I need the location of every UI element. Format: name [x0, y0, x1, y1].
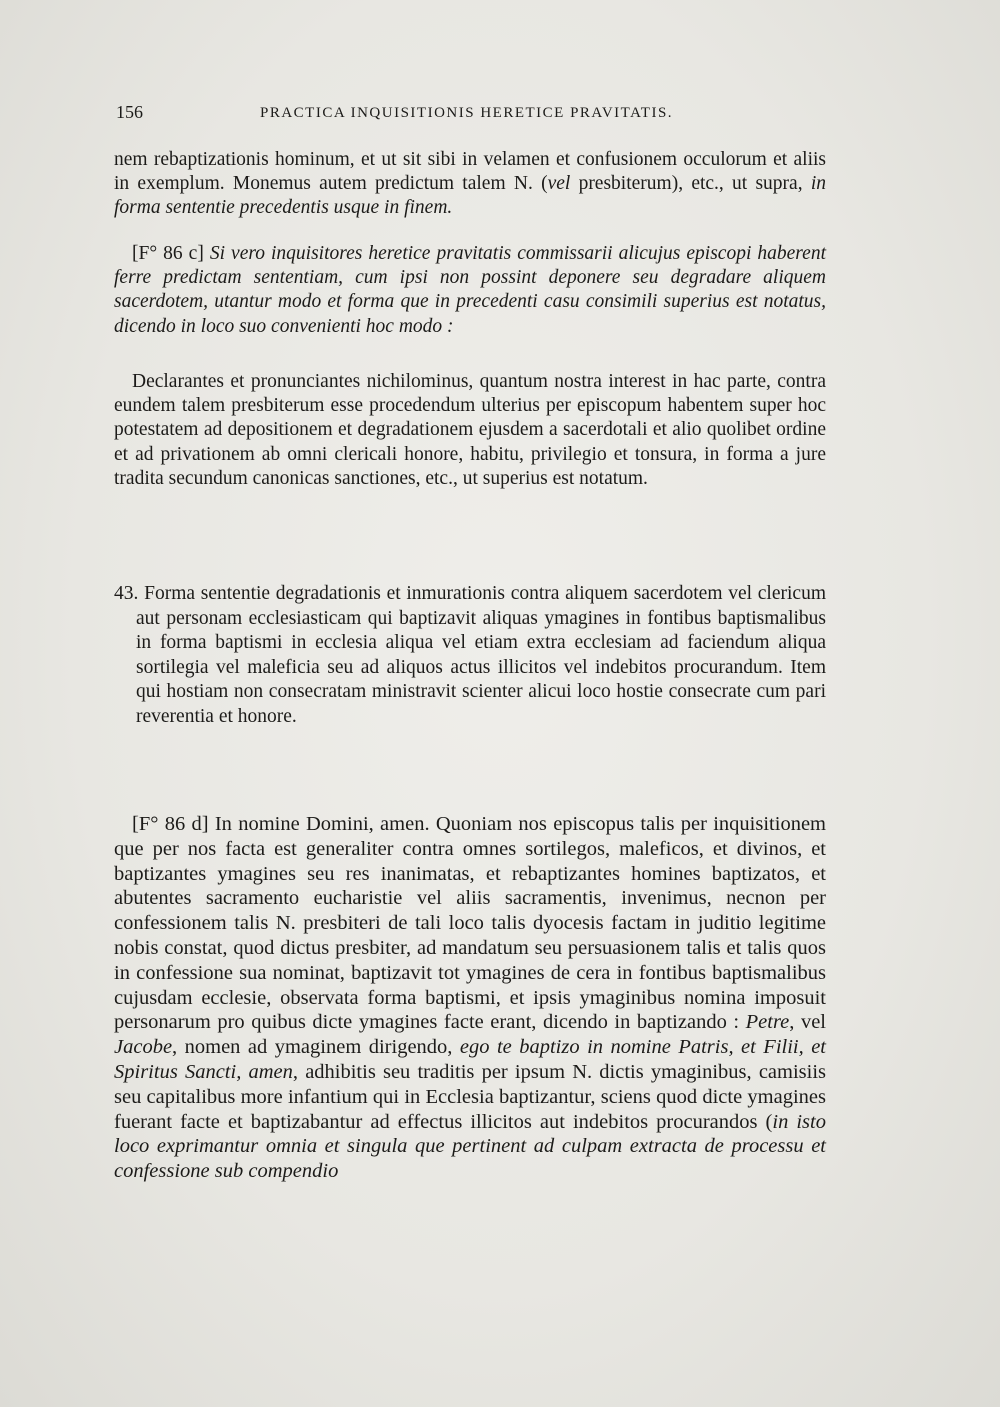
- folio-reference-86c: [F° 86 c]: [132, 243, 210, 264]
- para1-italic-vel: vel: [547, 173, 571, 195]
- para5-italic-instruction: in isto loco exprimantur omnia et singula que pertinent ad culpam extracta de processu et confessione sub compendio: [114, 1110, 826, 1183]
- para5-text-d: , adhibitis seu traditis per ipsum N. dictis ymaginibus, camisiis seu capitalibus more infantium qui in Ecclesia baptizantur, sciens quod dicte ymagines fuerant facte et baptizabantur ad effectus illicitos aut indebitos procurandos (: [114, 1060, 827, 1133]
- paragraph-2: [114, 242, 826, 339]
- para5-italic-petre: Petre: [745, 1011, 790, 1034]
- page-number: 156: [116, 102, 143, 122]
- para5-text-a: [F° 86 d] In nomine Domini, amen. Quoniam nos episcopus talis per inquisitionem que per nos facta est generaliter contra omnes sortilegos, maleficos, et divinos, et baptizantes ymagines seu res inanimatas, et rebaptizantes homines baptizatos, et abutentes sacramento eucharistie vel aliis sacramentis, invenimus, necnon per confessionem talis N. presbiteri de tali loco talis dyocesis factam in juditio legitime nobis constat, quod dictus presbiter, ad mandatum seu persuasionem talis et talis quos in confessione sua nominat, baptizavit tot ymagines de cera in fontibus baptismalibus cujusdam ecclesie, observata forma baptismi, et ipsis ymaginibus nomina imposuit personarum pro quibus dicte ymagines facte erant, dicendo in baptizando :: [114, 813, 826, 1034]
- para3-text: Declarantes et pronunciantes nichilominus, quantum nostra interest in hac parte, contra eundem talem presbiterum esse procedendum ulterius per episcopum habentem super hoc potestatem ad depositionem et degradationem ejusdem a sacerdotali et alio quolibet ordine et ad privationem ab omni clericali honore, habitu, privilegio et tonsura, in forma a jure tradita secundum canonicas sanctiones, etc., ut superius est notatum.: [114, 371, 826, 489]
- para1-text-b: presbiterum), etc., ut supra,: [570, 173, 811, 195]
- paragraph-3: [114, 370, 826, 491]
- para1-italic-end: in forma sententie precedentis usque in finem.: [114, 173, 826, 219]
- section-43-heading: [114, 582, 826, 730]
- section-43-text: 43. Forma sententie degradationis et inmurationis contra aliquem sacerdotem vel clericum aut personam ecclesiasticam qui baptizavit aliquas ymagines in fontibus baptismalibus in forma baptismi in ecclesia aliqua vel etiam extra ecclesiam ad faciendum aliqua sortilegia vel maleficia seu ad aliquos actus illicitos vel indebitos procurandum. Item qui hostiam non consecratam ministravit scienter alicui loco hostie consecrate cum pari reverentia et honore.: [114, 583, 826, 727]
- para5-text-b: , vel: [789, 1011, 826, 1034]
- para5-text-c: , nomen ad ymaginem dirigendo,: [172, 1036, 460, 1059]
- running-title: PRACTICA INQUISITIONIS HERETICE PRAVITATIS.: [260, 105, 674, 121]
- paragraph-1: [114, 148, 826, 221]
- para5-italic-jacobe: Jacobe: [114, 1036, 173, 1059]
- para2-italic-instruction: Si vero inquisitores heretice pravitatis commissarii alicujus episcopi haberent ferre predictam sententiam, cum ipsi non possint deponere seu degradare aliquem sacerdotem, utantur modo et forma que in precedenti casu consimili superius est notatus, dicendo in loco suo convenienti hoc modo :: [114, 243, 826, 337]
- para1-text-a: nem rebaptizationis hominum, et ut sit sibi in velamen et confusionem occulorum et aliis in exemplum. Monemus autem predictum talem N. (: [114, 149, 826, 195]
- paragraph-5: [114, 812, 826, 1184]
- para5-italic-formula: ego te baptizo in nomine Patris, et Filii, et Spiritus Sancti, amen: [114, 1036, 826, 1083]
